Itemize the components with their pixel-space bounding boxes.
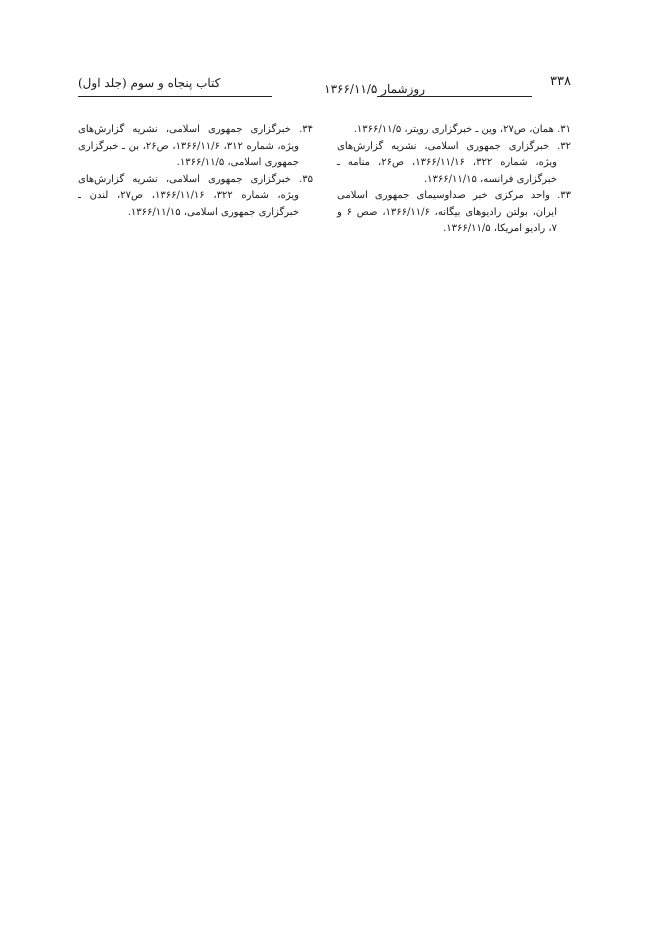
running-title: روزشمار ۱۳۶۶/۱۱/۵ [324,82,425,96]
footnote-33: ۳۳. واحد مرکزی خبر صداوسیمای جمهوری اسلامی ایران، بولتن رادیوهای بیگانه، ۱۳۶۶/۱۱/۶، صص ۶ و ۷، رادیو امریکا، ۱۳۶۶/۱۱/۵. [337,190,571,234]
footnotes-left-column [78,122,313,221]
footnote-35: ۳۵. خبرگزاری جمهوری اسلامی، نشریه گزارش‌های ویژه، شماره ۳۲۲، ۱۳۶۶/۱۱/۱۶، ص۲۷، لندن ـ خبرگزاری جمهوری اسلامی، ۱۳۶۶/۱۱/۱۵. [78,173,313,218]
footnote-31: ۳۱. همان، ص۲۷، وین ـ خبرگزاری رویتر، ۱۳۶۶/۱۱/۵. [353,124,571,135]
footnote-34: ۳۴. خبرگزاری جمهوری اسلامی، نشریه گزارش‌های ویژه، شماره ۳۱۲، ۱۳۶۶/۱۱/۶، ص۲۶، بن ـ خبرگزاری جمهوری اسلامی، ۱۳۶۶/۱۱/۵. [78,124,313,168]
footnotes-right-column [337,122,571,238]
page-header [78,74,571,102]
header-rule-left [78,96,272,97]
header-rule-right [377,96,532,97]
page-number: ۳۳۸ [550,74,571,89]
book-title: کتاب پنجاه و سوم (جلد اول) [78,76,221,90]
footnote-32: ۳۲. خبرگزاری جمهوری اسلامی، نشریه گزارش‌های ویژه، شماره ۳۲۲، ۱۳۶۶/۱۱/۱۶، ص۲۶، منامه ـ خبرگزاری فرانسه، ۱۳۶۶/۱۱/۱۵. [337,140,571,185]
